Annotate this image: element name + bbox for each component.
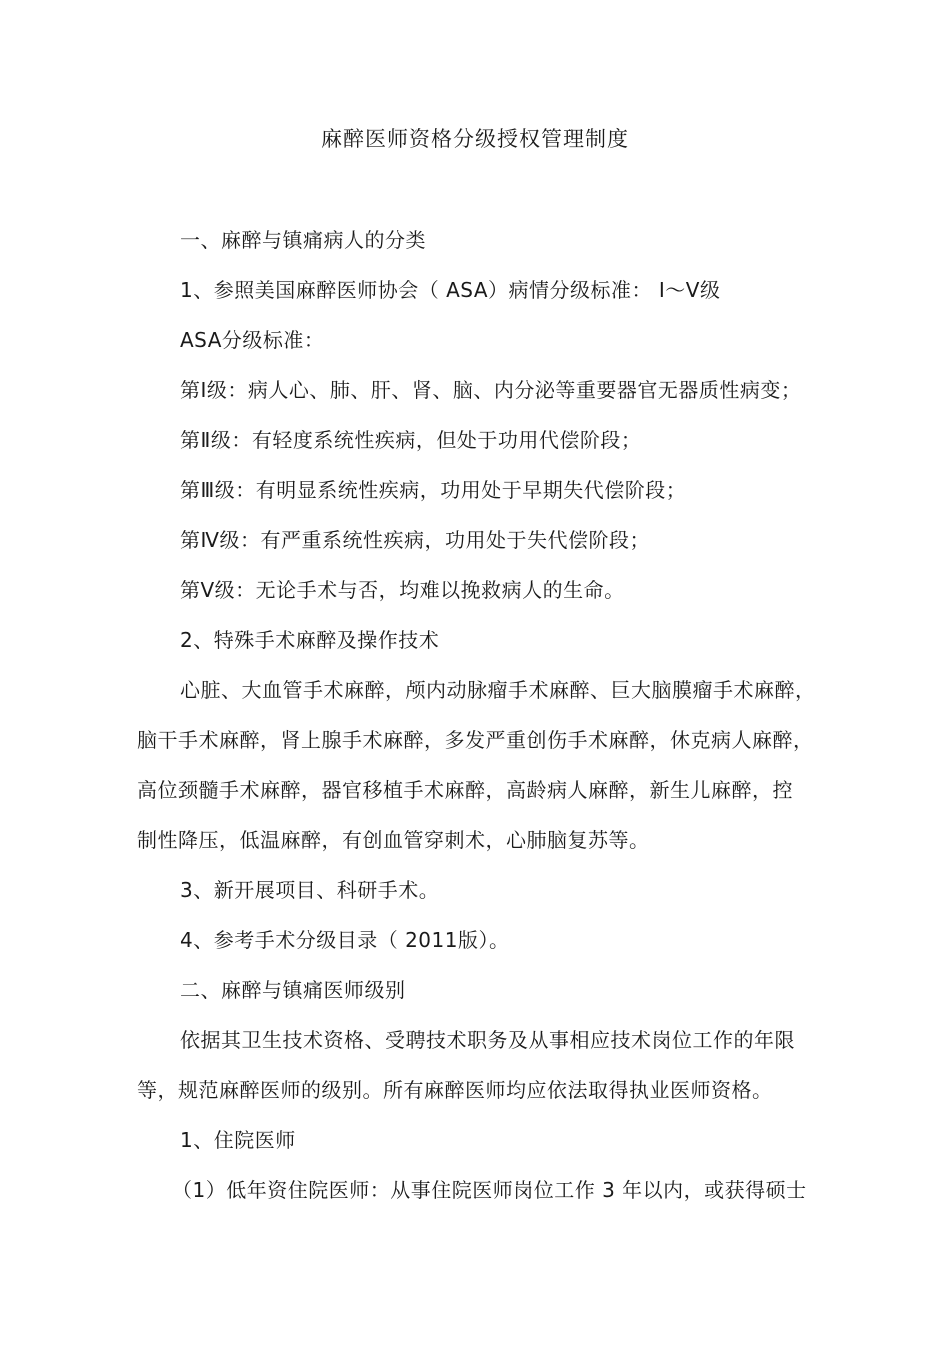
subsection-resident: 1、住院医师: [180, 1128, 296, 1152]
special-surgery-list-line-1: 心脏、大血管手术麻醉，颅内动脉瘤手术麻醉、巨大脑膜瘤手术麻醉，: [180, 678, 816, 702]
document-title: 麻醉医师资格分级授权管理制度: [321, 127, 629, 151]
paragraph-new-projects: 3、新开展项目、科研手术。: [180, 878, 440, 902]
paragraph-asa-standard: ASA分级标准：: [180, 328, 325, 352]
special-surgery-list-line-4: 制性降压，低温麻醉，有创血管穿刺术，心肺脑复苏等。: [137, 828, 650, 852]
section-heading-1: 一、麻醉与镇痛病人的分类: [180, 228, 426, 252]
paragraph-level-basis-line-2: 等，规范麻醉医师的级别。所有麻醉医师均应依法取得执业医师资格。: [137, 1078, 773, 1102]
asa-grade-5: 第Ⅴ级：无论手术与否，均难以挽救病人的生命。: [180, 578, 625, 602]
asa-grade-4: 第Ⅳ级：有严重系统性疾病，功用处于失代偿阶段；: [180, 528, 650, 552]
section-heading-2: 二、麻醉与镇痛医师级别: [180, 978, 406, 1002]
asa-grade-1: 第Ⅰ级：病人心、肺、肝、肾、脑、内分泌等重要器官无器质性病变；: [180, 378, 802, 402]
paragraph-asa-reference: 1、参照美国麻醉医师协会（ ASA）病情分级标准： Ⅰ～Ⅴ级: [180, 278, 721, 302]
special-surgery-list-line-2: 脑干手术麻醉，肾上腺手术麻醉，多发严重创伤手术麻醉，休克病人麻醉，: [137, 728, 814, 752]
paragraph-special-surgery: 2、特殊手术麻醉及操作技术: [180, 628, 440, 652]
asa-grade-2: 第Ⅱ级：有轻度系统性疾病，但处于功用代偿阶段；: [180, 428, 642, 452]
paragraph-junior-resident: （1）低年资住院医师：从事住院医师岗位工作 3 年以内，或获得硕士: [172, 1178, 807, 1202]
special-surgery-list-line-3: 高位颈髓手术麻醉，器官移植手术麻醉，高龄病人麻醉，新生儿麻醉，控: [137, 778, 793, 802]
paragraph-surgery-catalog: 4、参考手术分级目录（ 2011版）。: [180, 928, 510, 952]
paragraph-level-basis-line-1: 依据其卫生技术资格、受聘技术职务及从事相应技术岗位工作的年限: [180, 1028, 795, 1052]
asa-grade-3: 第Ⅲ级：有明显系统性疾病，功用处于早期失代偿阶段；: [180, 478, 687, 502]
